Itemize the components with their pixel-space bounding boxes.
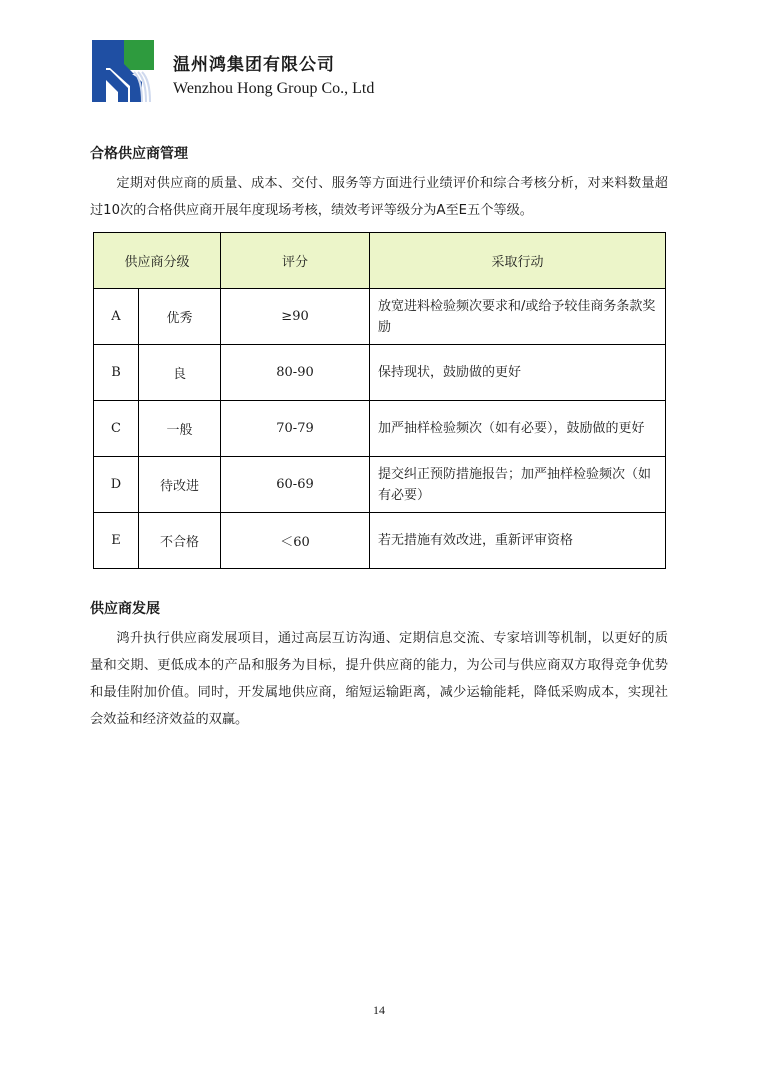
supplier-grade-table [93,232,666,569]
company-name-cn: 温州鸿集团有限公司 [173,55,335,75]
company-name-en: Wenzhou Hong Group Co., Ltd [173,80,375,97]
grade-letter: B [94,345,139,401]
grade-score: 70-79 [221,401,370,457]
paragraph-supplier-development: 鸿升执行供应商发展项目，通过高层互访沟通、定期信息交流、专家培训等机制，以更好的质量和交期、更低成本的产品和服务为目标，提升供应商的能力，为公司与供应商双方取得竞争优势和最佳附加价值。同时，开发属地供应商，缩短运输距离，减少运输能耗，降低采购成本，实现社会效益和经济效益的双赢。 [90,631,668,727]
grade-letter: E [94,513,139,569]
grade-level: 良 [139,345,221,401]
grade-action: 若无措施有效改进，重新评审资格 [370,513,666,569]
grade-letter: A [94,289,139,345]
table-row [94,457,666,513]
grade-action: 提交纠正预防措施报告；加严抽样检验频次（如有必要） [370,457,666,513]
grade-action: 保持现状，鼓励做的更好 [370,345,666,401]
grade-level: 不合格 [139,513,221,569]
section-title-supplier-development: 供应商发展 [90,601,160,617]
paragraph-qualified-supplier: 定期对供应商的质量、成本、交付、服务等方面进行业绩评价和综合考核分析，对来料数量超过10次的合格供应商开展年度现场考核，绩效考评等级分为A至E五个等级。 [90,176,668,218]
grade-level: 优秀 [139,289,221,345]
grade-action: 加严抽样检验频次（如有必要），鼓励做的更好 [370,401,666,457]
header-score: 评分 [221,233,370,289]
table-row [94,289,666,345]
grade-score: ≥90 [221,289,370,345]
table-row [94,401,666,457]
header-grade: 供应商分级 [94,233,221,289]
grade-score: 80-90 [221,345,370,401]
table-row [94,345,666,401]
hong-group-logo [90,38,156,104]
grade-level: 待改进 [139,457,221,513]
grade-letter: D [94,457,139,513]
grade-level: 一般 [139,401,221,457]
grade-score: 60-69 [221,457,370,513]
table-row [94,513,666,569]
header-action: 采取行动 [370,233,666,289]
grade-letter: C [94,401,139,457]
section-title-qualified-supplier: 合格供应商管理 [90,146,188,162]
page-number: 14 [373,1003,385,1017]
grade-score: ＜60 [221,513,370,569]
grade-action: 放宽进料检验频次要求和/或给予较佳商务条款奖励 [370,289,666,345]
table-header-row [94,233,666,289]
